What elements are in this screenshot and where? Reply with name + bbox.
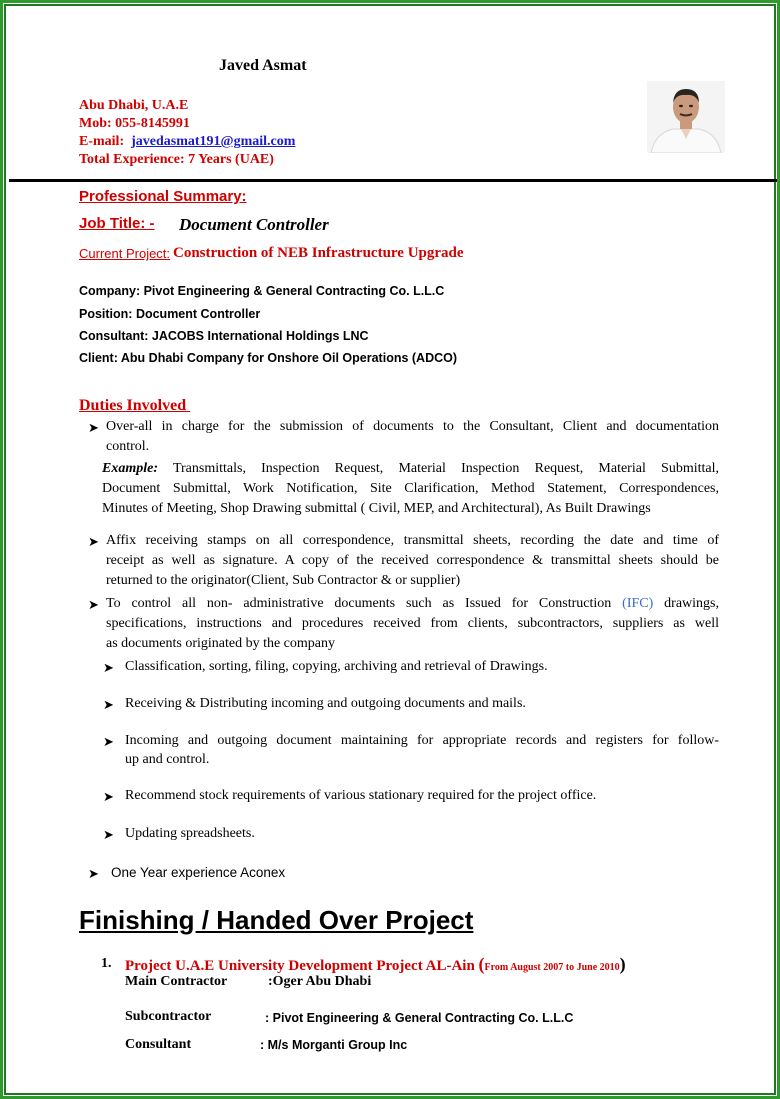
sub-item-1: Classification, sorting, filing, copying, archiving and retrieval of Drawings.: [125, 659, 548, 674]
client-line: Client: Abu Dhabi Company for Onshore Oil Operations (ADCO): [79, 351, 458, 365]
arrow-bullet-icon: ➤: [88, 420, 99, 435]
arrow-bullet-icon: ➤: [88, 534, 99, 549]
professional-summary-heading: Professional Summary:: [79, 188, 247, 205]
duty-2-line-3: returned to the originator(Client, Sub Contractor & or supplier): [106, 573, 461, 588]
finishing-heading: Finishing / Handed Over Project: [79, 905, 474, 935]
main-contractor-label: Main Contractor: [125, 974, 228, 989]
header-divider: [9, 179, 777, 182]
duties-heading: Duties Involved: [79, 397, 187, 414]
duty-3-line-3: as documents originated by the company: [106, 636, 335, 651]
email-link[interactable]: javedasmat191@gmail.com: [131, 134, 296, 149]
arrow-bullet-icon: ➤: [103, 660, 114, 675]
example-block: [102, 459, 719, 519]
consultant-label: Consultant: [125, 1037, 192, 1052]
main-contractor-value: :Oger Abu Dhabi: [268, 974, 372, 989]
candidate-name: Javed Asmat: [219, 57, 307, 74]
job-title-value: Document Controller: [179, 215, 329, 234]
project-number: 1.: [101, 956, 112, 971]
arrow-bullet-icon: ➤: [88, 597, 99, 612]
example-line-3: Minutes of Meeting, Shop Drawing submittal ( Civil, MEP, and Architectural), As Built Drawings: [102, 501, 651, 516]
arrow-bullet-icon: ➤: [88, 866, 99, 881]
profile-photo: [647, 81, 725, 153]
sub-item-4: Recommend stock requirements of various stationary required for the project office.: [125, 788, 597, 803]
subcontractor-label: Subcontractor: [125, 1009, 212, 1024]
duty-3-line-1b: drawings,: [664, 596, 719, 611]
duty-1-line-2: control.: [106, 439, 150, 454]
location: Abu Dhabi, U.A.E: [79, 98, 189, 113]
email-label: E-mail:: [79, 134, 125, 149]
example-label: Example:: [102, 461, 158, 476]
sub-item-3-line-1: Incoming and outgoing document maintaining for appropriate records and registers for follow-: [125, 733, 719, 748]
arrow-bullet-icon: ➤: [103, 697, 114, 712]
sub-item-2: Receiving & Distributing incoming and outgoing documents and mails.: [125, 696, 526, 711]
aconex-item: One Year experience Aconex: [111, 865, 286, 880]
duty-item: [106, 594, 719, 654]
duty-2-line-2: receipt as well as signature. A copy of the received correspondence & transmittal sheets should be: [106, 553, 719, 568]
arrow-bullet-icon: ➤: [103, 789, 114, 804]
duty-item: [106, 417, 719, 457]
job-title-label: Job Title: -: [79, 215, 155, 232]
company-line: Company: Pivot Engineering & General Contracting Co. L.L.C: [79, 284, 445, 298]
ifc-term: (IFC): [622, 596, 654, 611]
example-line-1: Transmittals, Inspection Request, Material Inspection Request, Material Submittal,: [172, 461, 719, 476]
mobile: Mob: 055-8145991: [79, 116, 190, 131]
position-line: Position: Document Controller: [79, 307, 261, 321]
experience: Total Experience: 7 Years (UAE): [79, 152, 274, 167]
duty-3-line-2: specifications, instructions and procedures received from clients, subcontractors, suppliers as well: [106, 616, 719, 631]
subcontractor-value: : Pivot Engineering & General Contracting Co. L.L.C: [265, 1011, 574, 1025]
project-title: Project U.A.E University Development Project AL-Ain (From August 2007 to June 2010): [125, 954, 626, 974]
duty-2-line-1: Affix receiving stamps on all correspondence, transmittal sheets, recording the date and time of: [106, 533, 719, 548]
project-dates: From August 2007 to June 2010: [484, 962, 620, 973]
email-row: [79, 133, 295, 151]
consultant-line: Consultant: JACOBS International Holdings LNC: [79, 329, 369, 343]
contact-block: [79, 97, 295, 169]
consultant-value: : M/s Morganti Group Inc: [260, 1038, 408, 1052]
sub-item-3: [125, 731, 719, 769]
sub-item-5: Updating spreadsheets.: [125, 826, 255, 841]
duty-item: [106, 531, 719, 591]
sub-item-3-line-2: up and control.: [125, 752, 210, 767]
arrow-bullet-icon: ➤: [103, 734, 114, 749]
current-project-value: Construction of NEB Infrastructure Upgrade: [173, 245, 464, 261]
arrow-bullet-icon: ➤: [103, 827, 114, 842]
duty-3-line-1a: To control all non- administrative documents such as Issued for Construction: [106, 596, 612, 611]
project-name: Project U.A.E University Development Project AL-Ain: [125, 958, 475, 974]
current-project-label: Current Project:: [79, 246, 171, 261]
duty-1-line-1: Over-all in charge for the submission of documents to the Consultant, Client and documentation: [106, 419, 719, 434]
example-line-2: Document Submittal, Work Notification, Site Clarification, Method Statement, Correspondences,: [102, 481, 719, 496]
